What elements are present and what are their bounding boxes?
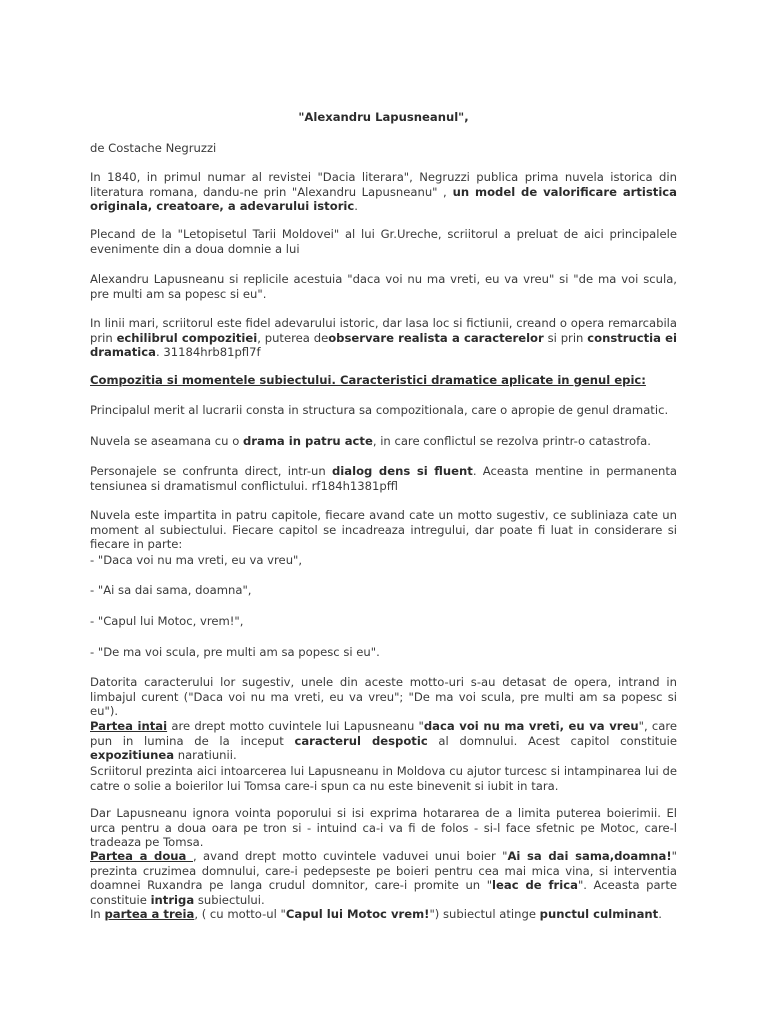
bold-run: leac de frica xyxy=(492,878,578,892)
bold-run: caracterul despotic xyxy=(294,733,428,748)
bold-run: observare realista a caracterelor xyxy=(328,330,544,345)
bold-run: punctul culminant xyxy=(539,907,659,921)
text-run: , in care conflictul se rezolva printr-o catastrofa. xyxy=(372,434,651,448)
paragraph-merit: Principalul merit al lucrarii consta in structura sa compozitionala, care o apropie de genul dramatic. xyxy=(90,403,669,417)
text-run: . Aceasta mentine in permanenta tensiunea si dramatismul conflictului. rf184h1381pffl xyxy=(90,464,678,493)
paragraph-fidel xyxy=(90,316,677,360)
bold-underlined-run: Partea intai xyxy=(90,719,168,733)
text-run: ") subiectul atinge xyxy=(429,907,540,921)
paragraph-intoarcerea: Scriitorul prezinta aici intoarcerea lui Lapusneanu in Moldova cu ajutor turcesc si intampinarea lui de catre o solie a boierilor lui Tomsa care-i spun ca nu este binevenit si iubit in tara. xyxy=(90,764,677,793)
bold-underlined-run: partea a treia xyxy=(104,907,195,921)
text-run: . 31184hrb81pfl7f xyxy=(155,345,261,359)
paragraph-personaje xyxy=(90,464,677,493)
text-run: Nuvela se aseamana cu o xyxy=(90,434,243,448)
paragraph-vointa: Dar Lapusneanu ignora vointa poporului si isi exprima hotararea de a limita puterea boierimii. El urca pentru a doua oara pe tron si - intuind ca-i va fi de folos - si-l face sfetnic pe Motoc, care-l tradeaza pe Tomsa. xyxy=(90,806,677,849)
paragraph-letopiset: Plecand de la "Letopisetul Tarii Moldovei" al lui Gr.Ureche, scriitorul a preluat de aici principalele evenimente din a doua domnie a lui xyxy=(90,227,677,256)
text-run: , puterea de xyxy=(257,330,329,345)
text-run: . xyxy=(354,199,358,213)
bold-run: drama in patru acte xyxy=(243,434,373,448)
bold-run: constructia ei dramatica xyxy=(90,330,678,359)
text-run: naratiunii. xyxy=(174,748,237,762)
text-run: al domnului. Acest capitol constituie xyxy=(427,733,678,748)
paragraph-intro xyxy=(90,170,677,214)
paragraph-drama xyxy=(90,434,677,449)
bold-run: echilibrul compozitiei xyxy=(116,330,258,345)
motto-item: - "De ma voi scula, pre multi am sa popesc si eu". xyxy=(90,645,380,659)
motto-item: - "Capul lui Motoc, vrem!", xyxy=(90,614,244,628)
bold-run: intriga xyxy=(150,892,195,907)
text-run: " prezinta cruzimea domnului, care-i pedepseste pe boieri pentru cea mai mica vina, si interventia doamnei Ruxandra pe langa crudul domnitor, care-i promite un " xyxy=(90,849,678,892)
text-run: ", care pun in lumina de la inceput xyxy=(90,719,677,748)
text-run: si prin xyxy=(543,330,588,345)
text-run: , ( cu motto-ul " xyxy=(194,907,286,921)
bold-run: expozitiunea xyxy=(90,748,175,762)
text-run: In linii mari, scriitorul este fidel adevarului istoric, dar lasa loc si fictiunii, creand o opera remarcabila prin xyxy=(90,316,677,345)
paragraph-replici: Alexandru Lapusneanu si replicile acestuia "daca voi nu ma vreti, eu va vreu" si "de ma voi scula, pre multi am sa popesc si eu". xyxy=(90,272,677,301)
author-line: de Costache Negruzzi xyxy=(90,141,217,155)
paragraph-capitole: Nuvela este impartita in patru capitole, fiecare avand cate un motto sugestiv, ce subliniaza cate un moment al subiectului. Fiecare capitol se incadreaza intregului, dar poate fi luat in considerare si fiecare in parte: xyxy=(90,508,677,551)
paragraph-partea-intai xyxy=(90,719,677,763)
bold-run: Capul lui Motoc vrem! xyxy=(285,907,430,921)
paragraph-partea-a-doua xyxy=(90,849,677,907)
bold-run: dialog dens si fluent xyxy=(332,464,473,478)
text-run: In xyxy=(90,907,105,921)
bold-run: un model de valorificare artistica originala, creatoare, a adevarului istoric xyxy=(90,184,678,213)
bold-run: Ai sa dai sama,doamna! xyxy=(507,849,672,863)
text-run: ". Aceasta parte constituie xyxy=(90,878,677,907)
paragraph-motto-uri: Datorita caracterului lor sugestiv, unele din aceste motto-uri s-au detasat de opera, intrand in limbajul curent ("Daca voi nu ma vreti, eu va vreu"; "De ma voi scula, pre multi am sa popesc si eu"). xyxy=(90,675,677,718)
bold-underlined-run: Partea a doua xyxy=(90,849,194,863)
section-heading: Compozitia si momentele subiectului. Caracteristici dramatice aplicate in genul epic: xyxy=(90,373,646,387)
text-run: subiectului. xyxy=(194,892,265,907)
text-run: Personajele se confrunta direct, intr-un xyxy=(90,464,332,478)
text-run: , avand drept motto cuvintele vaduvei unui boier " xyxy=(193,849,508,863)
motto-item: - "Daca voi nu ma vreti, eu va vreu", xyxy=(90,553,303,567)
bold-run: daca voi nu ma vreti, eu va vreu xyxy=(423,719,639,733)
text-run: In 1840, in primul numar al revistei "Dacia literara", Negruzzi publica prima nuvela istorica din literatura romana, dandu-ne prin "Alexandru Lapusneanu" , xyxy=(90,170,677,199)
document-title: "Alexandru Lapusneanul", xyxy=(298,110,469,124)
motto-item: - "Ai sa dai sama, doamna", xyxy=(90,583,252,597)
text-run: . xyxy=(658,907,662,921)
paragraph-partea-a-treia xyxy=(90,907,677,922)
text-run: are drept motto cuvintele lui Lapusneanu " xyxy=(167,719,424,733)
